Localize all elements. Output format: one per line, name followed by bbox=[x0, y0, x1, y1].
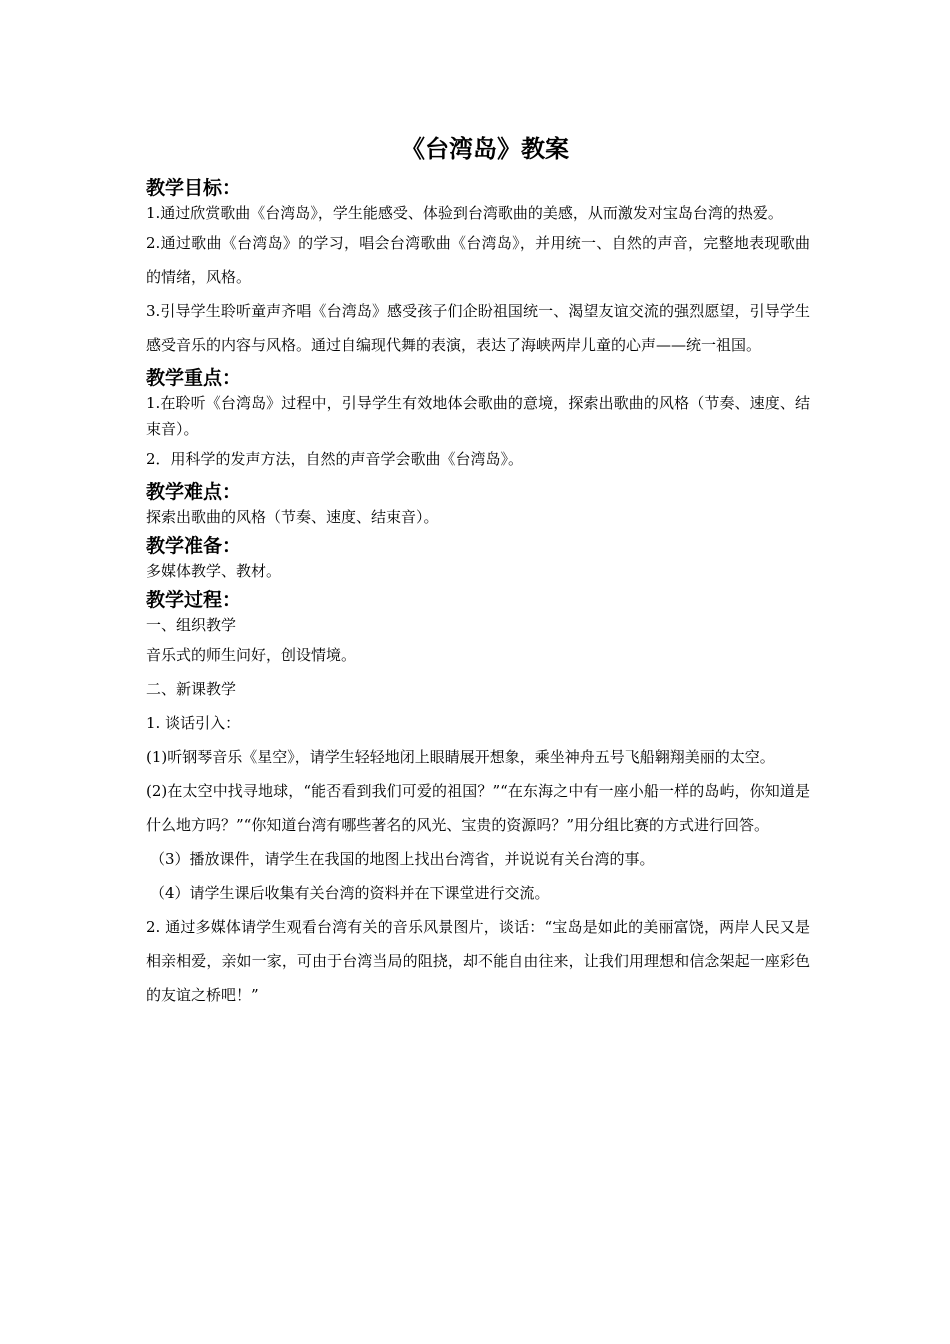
section-teaching-objectives bbox=[146, 176, 810, 362]
paragraph: 2. 通过多媒体请学生观看台湾有关的音乐风景图片，谈话：“宝岛是如此的美丽富饶，两岸人民又是相亲相爱，亲如一家，可由于台湾当局的阻挠，却不能自由往来，让我们用理想和信念架起一座彩色的友谊之桥吧！” bbox=[146, 918, 810, 1004]
paragraph: 探索出歌曲的风格（节奏、速度、结束音）。 bbox=[146, 508, 439, 526]
section-preparation bbox=[146, 534, 810, 584]
paragraph: 1. 谈话引入： bbox=[146, 714, 241, 732]
section-key-points bbox=[146, 366, 810, 476]
section-heading: 教学过程： bbox=[146, 589, 242, 611]
paragraph: 1.在聆听《台湾岛》过程中，引导学生有效地体会歌曲的意境，探索出歌曲的风格（节奏、速度、结束音）。 bbox=[146, 394, 810, 438]
paragraph: 音乐式的师生问好，创设情境。 bbox=[146, 646, 357, 664]
paragraph: 1.通过欣赏歌曲《台湾岛》，学生能感受、体验到台湾歌曲的美感，从而激发对宝岛台湾的热爱。 bbox=[146, 204, 783, 222]
document-page bbox=[146, 128, 810, 1012]
section-process bbox=[146, 588, 810, 1012]
paragraph: 一、组织教学 bbox=[146, 616, 237, 634]
paragraph: 多媒体教学、教材。 bbox=[146, 562, 282, 580]
document-title: 《台湾岛》教案 bbox=[401, 135, 569, 163]
section-heading: 教学目标： bbox=[146, 177, 242, 199]
section-heading: 教学准备： bbox=[146, 535, 242, 557]
paragraph: （4）请学生课后收集有关台湾的资料并在下课堂进行交流。 bbox=[150, 884, 550, 902]
paragraph: 2．用科学的发声方法，自然的声音学会歌曲《台湾岛》。 bbox=[146, 450, 524, 468]
section-heading: 教学重点： bbox=[146, 367, 242, 389]
paragraph: 二、新课教学 bbox=[146, 680, 237, 698]
paragraph: 2.通过歌曲《台湾岛》的学习，唱会台湾歌曲《台湾岛》，并用统一、自然的声音，完整地表现歌曲的情绪，风格。 bbox=[146, 234, 810, 286]
paragraph: 3.引导学生聆听童声齐唱《台湾岛》感受孩子们企盼祖国统一、渴望友谊交流的强烈愿望，引导学生感受音乐的内容与风格。通过自编现代舞的表演，表达了海峡两岸儿童的心声——统一祖国。 bbox=[146, 302, 810, 354]
paragraph: (1)听钢琴音乐《星空》，请学生轻轻地闭上眼睛展开想象，乘坐神舟五号飞船翱翔美丽的太空。 bbox=[146, 748, 775, 766]
paragraph: （3）播放课件，请学生在我国的地图上找出台湾省，并说说有关台湾的事。 bbox=[150, 850, 655, 868]
section-difficulties bbox=[146, 480, 810, 530]
paragraph: (2)在太空中找寻地球，“能否看到我们可爱的祖国？”“在东海之中有一座小船一样的岛屿，你知道是什么地方吗？”“你知道台湾有哪些著名的风光、宝贵的资源吗？”用分组比赛的方式进行回答。 bbox=[146, 782, 810, 834]
section-heading: 教学难点： bbox=[146, 481, 242, 503]
